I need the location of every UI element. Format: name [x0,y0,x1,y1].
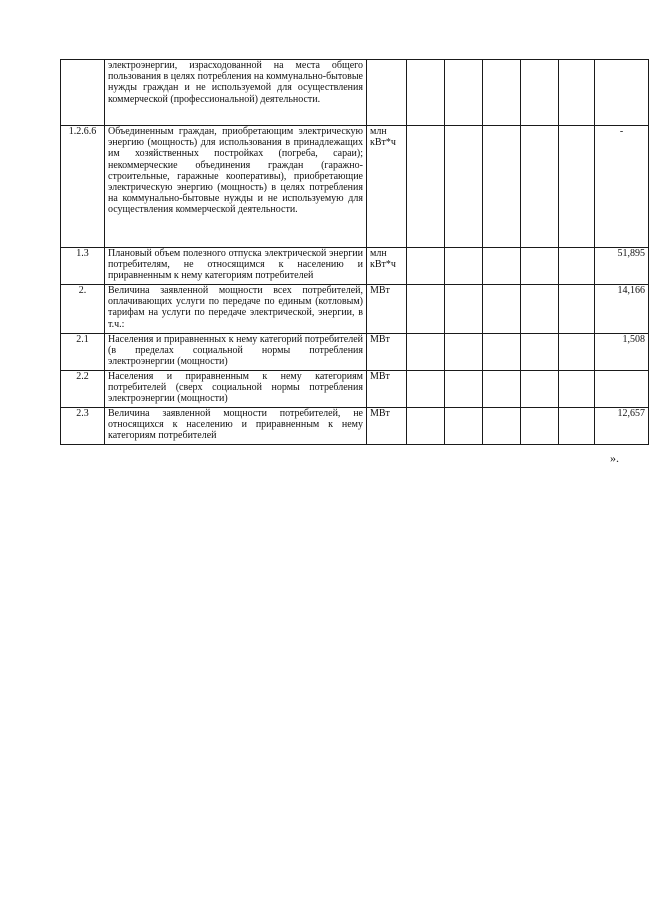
row-number-cell: 2.2 [61,371,105,408]
row-number-cell: 2.1 [61,334,105,371]
row-value-cell [595,60,649,126]
empty-cell [445,248,483,285]
empty-cell [445,371,483,408]
row-description-cell: Величина заявленной мощности потребителей, не относящихся к населению и приравненным к нему категориям потребителей [105,408,367,445]
row-number-cell: 1.3 [61,248,105,285]
empty-cell [407,60,445,126]
row-number-cell: 2.3 [61,408,105,445]
row-unit-cell: МВт [367,285,407,334]
empty-cell [521,334,559,371]
empty-cell [407,371,445,408]
empty-cell [521,126,559,248]
row-value-cell: 1,508 [595,334,649,371]
empty-cell [445,285,483,334]
empty-cell [445,60,483,126]
empty-cell [445,126,483,248]
row-description-cell: электроэнергии, израсходованной на места общего пользования в целях потребления на коммунально-бытовые нужды граждан и не используемой для осуществления коммерческой (профессиональной) деятельности. [105,60,367,126]
row-unit-cell [367,60,407,126]
empty-cell [407,248,445,285]
empty-cell [407,334,445,371]
row-description-cell: Населения и приравненным к нему категориям потребителей (сверх социальной нормы потребления электроэнергии (мощности) [105,371,367,408]
row-number-cell [61,60,105,126]
row-number-cell: 1.2.6.6 [61,126,105,248]
table-row [61,285,649,334]
empty-cell [407,285,445,334]
row-description-cell: Населения и приравненных к нему категорий потребителей (в пределах социальной нормы потребления электроэнергии (мощности) [105,334,367,371]
row-description-cell: Величина заявленной мощности всех потребителей, оплачивающих услуги по передаче по единым (котловым) тарифам на услуги по передаче электрической, энергии, в т.ч.: [105,285,367,334]
row-number-cell: 2. [61,285,105,334]
empty-cell [483,60,521,126]
row-unit-cell: МВт [367,408,407,445]
empty-cell [483,334,521,371]
table-row [61,334,649,371]
empty-cell [521,60,559,126]
row-description-cell: Объединенным граждан, приобретающим электрическую энергию (мощность) для использования в принадлежащих им хозяйственных постройках (погреба, сараи); некоммерческие объединения граждан (гаражно-строительные, гаражные кооперативы), приобретающие электрическую энергию (мощность) в целях потребления на коммунально-бытовые нужды и не используемую для осуществления коммерческой деятельности. [105,126,367,248]
empty-cell [445,408,483,445]
table-row [61,248,649,285]
empty-cell [483,371,521,408]
table-row [61,408,649,445]
row-description-cell: Плановый объем полезного отпуска электрической энергии потребителям, не относящимся к населению и приравненным к нему категориям потребителей [105,248,367,285]
row-unit-cell: млн кВт*ч [367,248,407,285]
row-value-cell: 12,657 [595,408,649,445]
empty-cell [559,285,595,334]
table-row [61,126,649,248]
empty-cell [559,248,595,285]
empty-cell [559,371,595,408]
tariff-table [60,59,649,445]
empty-cell [483,248,521,285]
row-value-cell [595,371,649,408]
table-row [61,371,649,408]
empty-cell [483,126,521,248]
empty-cell [483,285,521,334]
row-value-cell: 51,895 [595,248,649,285]
empty-cell [521,371,559,408]
closing-quote-mark: ». [610,451,619,465]
row-value-cell: 14,166 [595,285,649,334]
empty-cell [521,408,559,445]
empty-cell [521,285,559,334]
empty-cell [407,126,445,248]
table-row [61,60,649,126]
empty-cell [559,334,595,371]
empty-cell [445,334,483,371]
row-unit-cell: млн кВт*ч [367,126,407,248]
empty-cell [407,408,445,445]
row-unit-cell: МВт [367,371,407,408]
empty-cell [559,408,595,445]
empty-cell [521,248,559,285]
empty-cell [559,60,595,126]
row-unit-cell: МВт [367,334,407,371]
empty-cell [559,126,595,248]
row-value-cell: - [595,126,649,248]
empty-cell [483,408,521,445]
